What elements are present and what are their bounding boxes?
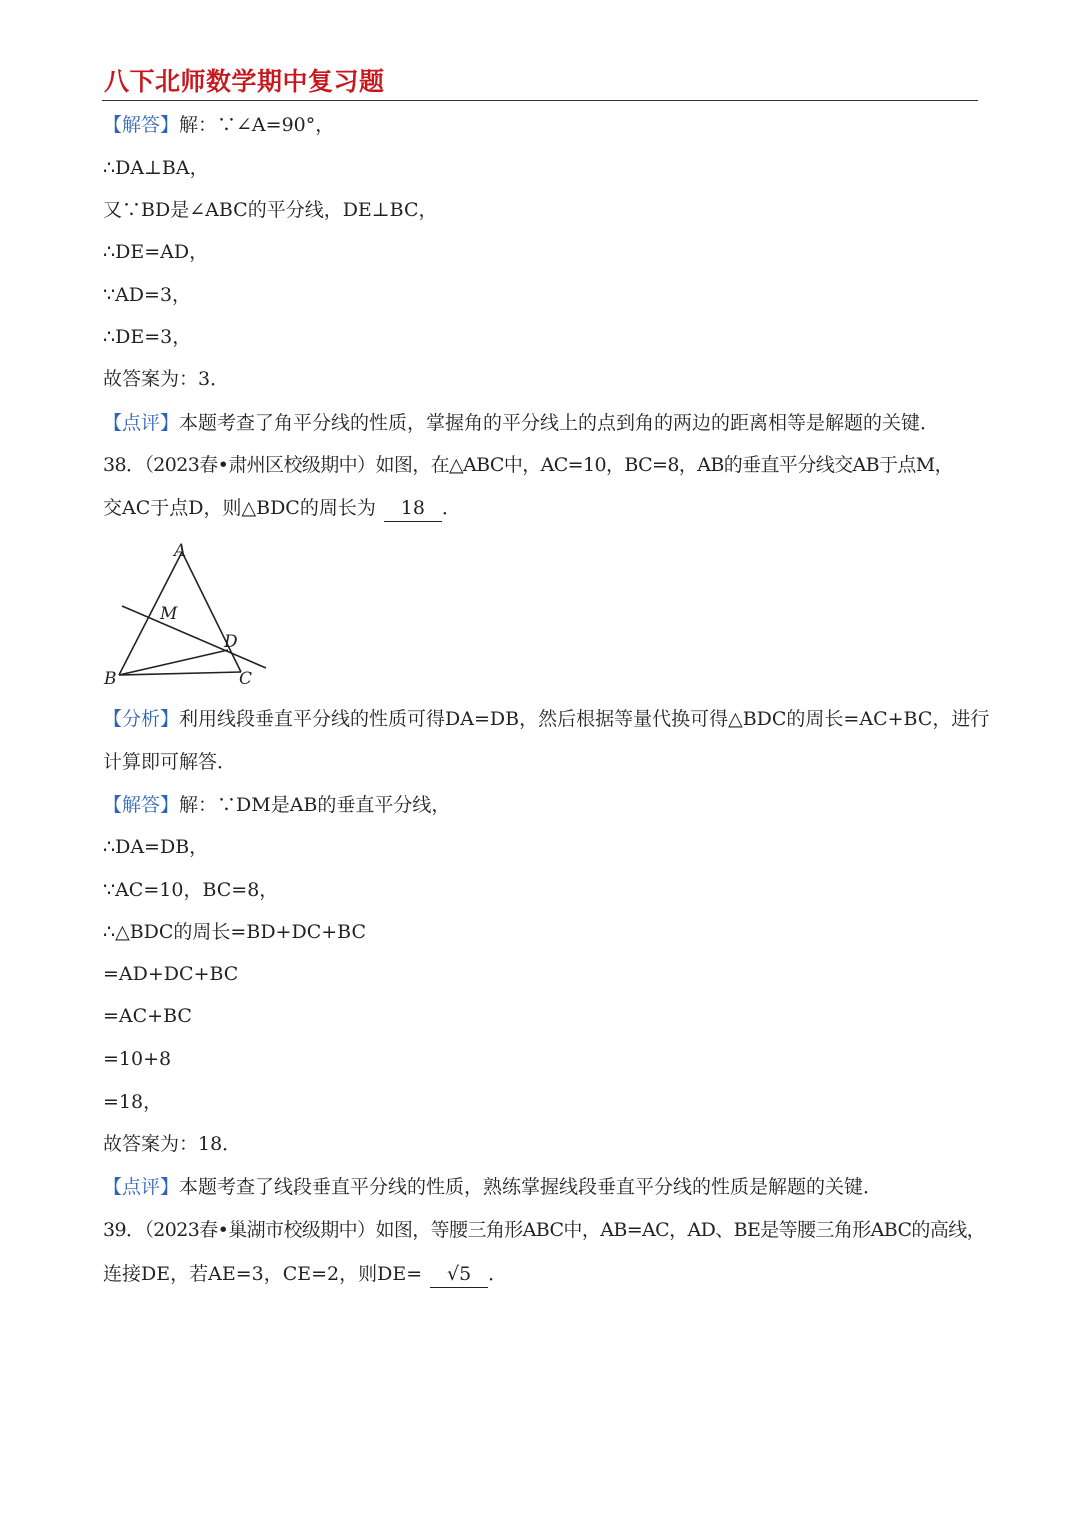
text-line xyxy=(103,112,334,138)
text-line xyxy=(103,282,191,308)
label-a: A xyxy=(174,541,187,561)
line-text: ∴△BDC的周长=BD+DC+BC xyxy=(103,921,367,943)
line-text: 连接DE，若AE=3，CE=2，则DE= xyxy=(103,1263,423,1285)
triangle-diagram xyxy=(96,538,276,688)
text-line xyxy=(103,239,208,265)
section-tag: 【点评】 xyxy=(103,412,180,434)
text-line xyxy=(103,366,229,392)
line-text: 本题考查了线段垂直平分线的性质，熟练掌握线段垂直平分线的性质是解题的关键． xyxy=(179,1176,883,1198)
text-line xyxy=(103,324,191,350)
text-line xyxy=(103,197,438,223)
segment-bc xyxy=(119,672,241,675)
label-c: C xyxy=(239,669,253,688)
text-line xyxy=(103,834,208,860)
text-line xyxy=(103,1046,171,1072)
line-text: ∵AC=10，BC=8， xyxy=(103,879,279,901)
line-text: =10+8 xyxy=(103,1048,172,1070)
text-line xyxy=(103,1089,162,1115)
line-text: ∵AD=3， xyxy=(103,284,192,306)
text-line xyxy=(103,1003,192,1029)
section-tag: 【点评】 xyxy=(103,1176,180,1198)
line-text: ∴DE=3， xyxy=(103,326,192,348)
label-d: D xyxy=(224,632,238,652)
answer-blank: √5 xyxy=(430,1261,488,1288)
text-line xyxy=(103,1131,241,1157)
header-divider xyxy=(102,100,978,101)
text-line xyxy=(103,410,939,436)
section-tag: 【解答】 xyxy=(103,114,180,136)
line-text: 本题考查了角平分线的性质，掌握角的平分线上的点到角的两边的距离相等是解题的关键． xyxy=(179,412,940,434)
label-b: B xyxy=(104,669,117,688)
text-line xyxy=(103,1217,985,1243)
text-line xyxy=(103,1174,882,1200)
text-line xyxy=(103,877,278,903)
line-text: 计算即可解答． xyxy=(103,751,237,773)
perpendicular-bisector-line xyxy=(122,606,266,668)
answer-blank: 18 xyxy=(384,495,442,522)
text-line xyxy=(103,452,953,478)
label-m: M xyxy=(160,604,178,624)
text-line xyxy=(103,919,366,945)
line-text: 39．（2023春•巢湖市校级期中）如图，等腰三角形ABC中，AB=AC，AD、BE是等腰三角形ABC的高线， xyxy=(103,1219,986,1241)
line-text: ∴DE=AD， xyxy=(103,241,209,263)
page-title: 八下北师数学期中复习题 xyxy=(104,67,385,96)
line-text: 故答案为：3． xyxy=(103,368,230,390)
line-text: 又∵BD是∠ABC的平分线，DE⊥BC， xyxy=(103,199,438,221)
text-line xyxy=(103,495,461,522)
line-text: 利用线段垂直平分线的性质可得DA=DB，然后根据等量代换可得△BDC的周长=AC+BC，进行 xyxy=(179,708,990,730)
triangle-figure xyxy=(96,538,276,688)
line-end-punct: ． xyxy=(441,497,461,519)
line-text: ∴DA⊥BA， xyxy=(103,157,209,179)
text-line xyxy=(103,749,236,775)
line-text: =18， xyxy=(103,1091,163,1113)
text-line xyxy=(103,961,238,987)
segment-bd xyxy=(119,650,228,675)
text-line xyxy=(103,155,209,181)
line-text: ∴DA=DB， xyxy=(103,836,209,858)
text-line xyxy=(103,706,989,732)
line-text: 解：∵∠A=90°， xyxy=(179,114,335,136)
text-line xyxy=(103,792,450,818)
line-end-punct: ． xyxy=(488,1263,508,1285)
section-tag: 【解答】 xyxy=(103,794,180,816)
text-line xyxy=(103,1261,507,1288)
line-text: =AD+DC+BC xyxy=(103,963,239,985)
line-text: 故答案为：18． xyxy=(103,1133,242,1155)
section-tag: 【分析】 xyxy=(103,708,180,730)
line-text: 交AC于点D，则△BDC的周长为 xyxy=(103,497,376,519)
line-text: 38．（2023春•肃州区校级期中）如图，在△ABC中，AC=10，BC=8，AB的垂直平分线交AB于点M， xyxy=(103,454,954,476)
line-text: 解：∵DM是AB的垂直平分线， xyxy=(179,794,451,816)
line-text: =AC+BC xyxy=(103,1005,192,1027)
